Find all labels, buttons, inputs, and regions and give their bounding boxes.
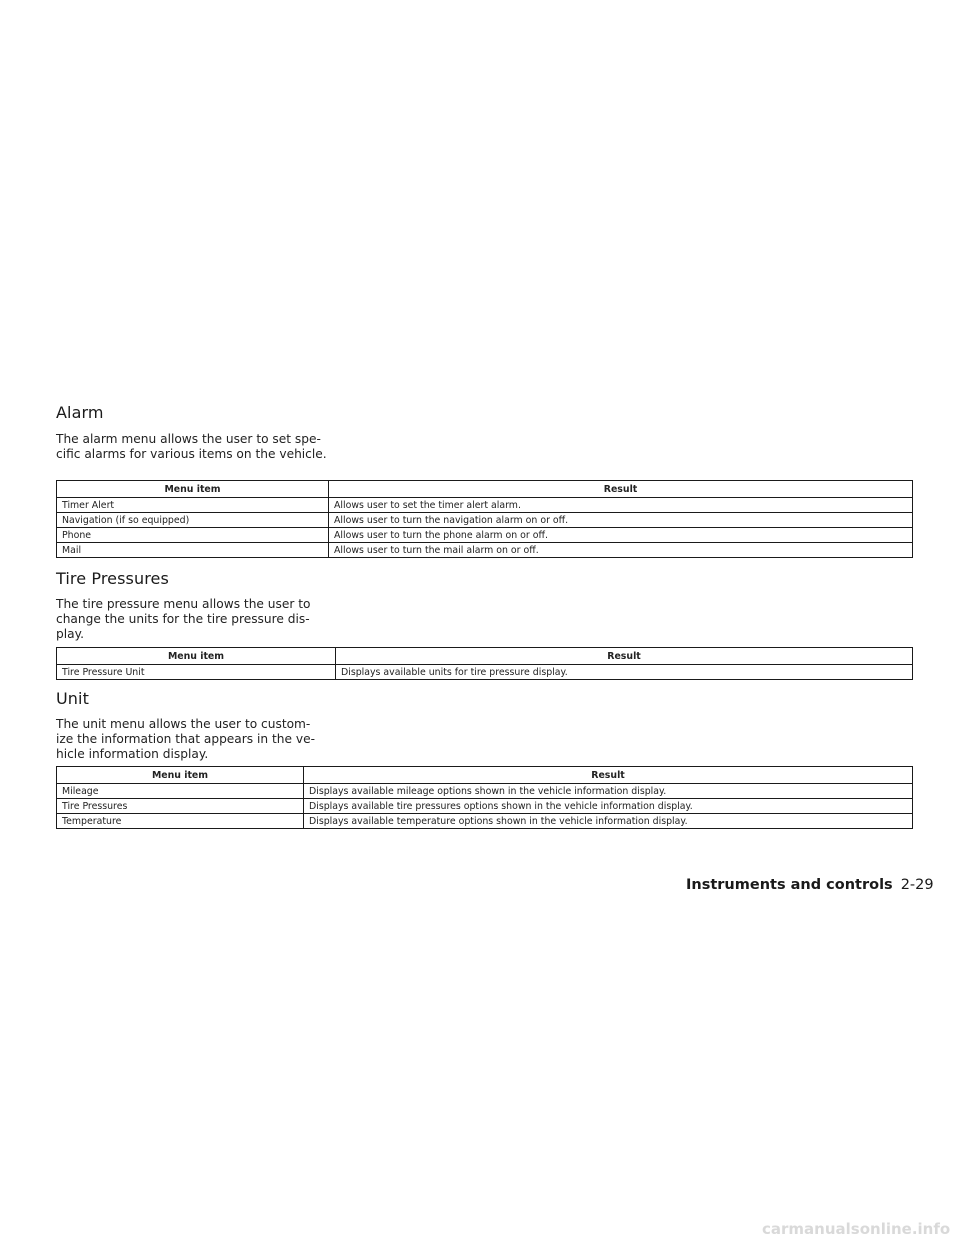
- table-row: [57, 543, 913, 558]
- table-row: [57, 528, 913, 543]
- table-row: [57, 498, 913, 513]
- alarm-description-line: cific alarms for various items on the vehicle.: [56, 447, 327, 461]
- alarm-description-line: The alarm menu allows the user to set spe-: [56, 432, 321, 446]
- result-cell: Allows user to turn the navigation alarm on or off.: [329, 513, 913, 528]
- column-header-menu-item: Menu item: [57, 648, 336, 665]
- result-cell: Allows user to turn the phone alarm on or off.: [329, 528, 913, 543]
- footer-section-title: Instruments and controls: [686, 877, 893, 893]
- menu-item-cell: Tire Pressure Unit: [57, 665, 336, 680]
- alarm-description: [56, 432, 330, 462]
- section-heading-alarm: Alarm: [56, 403, 104, 422]
- result-cell: Displays available temperature options shown in the vehicle information display.: [304, 814, 913, 829]
- column-header-result: Result: [336, 648, 913, 665]
- menu-item-cell: Phone: [57, 528, 329, 543]
- tire-pressures-description-line: The tire pressure menu allows the user to: [56, 597, 311, 611]
- result-cell: Allows user to turn the mail alarm on or off.: [329, 543, 913, 558]
- page-footer: [686, 877, 934, 893]
- result-cell: Displays available units for tire pressure display.: [336, 665, 913, 680]
- menu-item-cell: Mail: [57, 543, 329, 558]
- menu-item-cell: Temperature: [57, 814, 304, 829]
- column-header-result: Result: [329, 481, 913, 498]
- unit-menu-table: [56, 766, 913, 829]
- table-row: [57, 784, 913, 799]
- column-header-result: Result: [304, 767, 913, 784]
- page-number: 2-29: [900, 877, 934, 893]
- result-cell: Displays available mileage options shown in the vehicle information display.: [304, 784, 913, 799]
- alarm-menu-table: [56, 480, 913, 558]
- result-cell: Displays available tire pressures options shown in the vehicle information display.: [304, 799, 913, 814]
- unit-description-line: The unit menu allows the user to custom-: [56, 717, 311, 731]
- table-header-row: [57, 481, 913, 498]
- watermark: carmanualsonline.info: [762, 1220, 951, 1238]
- tire-pressures-menu-table: [56, 647, 913, 680]
- table-header-row: [57, 767, 913, 784]
- table-header-row: [57, 648, 913, 665]
- menu-item-cell: Timer Alert: [57, 498, 329, 513]
- table-row: [57, 814, 913, 829]
- menu-item-cell: Navigation (if so equipped): [57, 513, 329, 528]
- menu-item-cell: Mileage: [57, 784, 304, 799]
- unit-description-line: hicle information display.: [56, 747, 209, 761]
- result-cell: Allows user to set the timer alert alarm.: [329, 498, 913, 513]
- section-heading-unit: Unit: [56, 689, 89, 708]
- menu-item-cell: Tire Pressures: [57, 799, 304, 814]
- tire-pressures-description: [56, 597, 330, 642]
- tire-pressures-description-line: change the units for the tire pressure dis-: [56, 612, 310, 626]
- column-header-menu-item: Menu item: [57, 481, 329, 498]
- unit-description: [56, 717, 330, 762]
- tire-pressures-description-line: play.: [56, 627, 84, 641]
- table-row: [57, 665, 913, 680]
- column-header-menu-item: Menu item: [57, 767, 304, 784]
- table-row: [57, 513, 913, 528]
- table-row: [57, 799, 913, 814]
- unit-description-line: ize the information that appears in the ve-: [56, 732, 315, 746]
- section-heading-tire-pressures: Tire Pressures: [56, 569, 169, 588]
